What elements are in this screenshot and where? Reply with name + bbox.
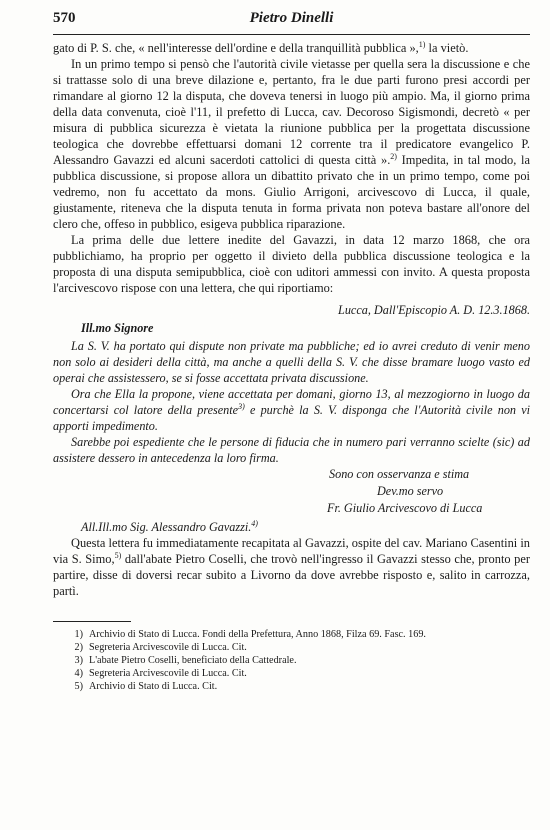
footnote-rule bbox=[53, 621, 131, 622]
footnote-ref-4: 4) bbox=[251, 518, 258, 528]
quoted-letter bbox=[53, 302, 530, 535]
letter-paragraph-2: Ora che Ella la propone, viene accettata per domani, giorno 13, al mezzogiorno in luogo da concertarsi col latore della presente$^{3)}$ e purchè la S. V. disponga che l'Autorità civile non vi apporti impedimento. bbox=[53, 387, 530, 433]
paragraph-3: La prima delle due lettere inedite del Gavazzi, in data 12 marzo 1868, che ora pubblichiamo, ha proprio per oggetto il divieto della pubblica discussione teologica e la proposta di una disputa semipubblica, cioè con uditori ammessi con invito. A questa proposta l'arcivescovo rispose con una lettera, che qui riportiamo: bbox=[53, 233, 530, 295]
header-rule bbox=[53, 34, 530, 35]
footnote-ref-3: 3) bbox=[238, 401, 245, 411]
footnote: 4) Segreteria Arcivescovile di Lucca. Cit. bbox=[74, 668, 247, 679]
letter-addressee: All.Ill.mo Sig. Alessandro Gavazzi.$^{4)}$ bbox=[81, 518, 258, 534]
book-page bbox=[53, 0, 530, 693]
letter-paragraph-3: Sarebbe poi espediente che le persone di fiducia che in numero pari verranno scielte (sic) ad assistere dessero in antecedenza la loro firma. bbox=[53, 435, 530, 465]
footnotes bbox=[53, 628, 530, 693]
letter-dateline: Lucca, Dall'Episcopio A. D. 12.3.1868. bbox=[338, 303, 530, 317]
closing-line-2: Dev.mo servo bbox=[377, 484, 444, 498]
page-header bbox=[53, 0, 530, 40]
footnote: 2) Segreteria Arcivescovile di Lucca. Cit. bbox=[74, 642, 247, 653]
letter-salutation: Ill.mo Signore bbox=[81, 321, 154, 335]
paragraph-2: In un primo tempo si pensò che l'autorità civile vietasse per quella sera la discussione e che si trattasse solo di una breve dilazione e, pertanto, fra le due parti furono presi accordi per rimandare al giorno 12 la disputa, che doveva tenersi in luogo più ampio. Ma, il giorno prima della data convenuta, cioè l'11, il prefetto di Lucca, cav. Decoroso Sigismondi, decretò « per misura di pubblica sicurezza è vietata la riunione pubblica per la progettata discussione teologica che dovrebbe effettuarsi domani 12 corrente tra il predicatore evangelico P. Alessandro Gavazzi ed alcuni sacerdoti cattolici di questa città ».$^{2)}$ Impedita, in tal modo, la pubblica discussione, si propose allora un dibattito privato che in un primo tempo, come poi vedremo, non fu accettato da mons. Giulio Arrigoni, arcivescovo di Lucca, il quale, giustamente, riteneva che la disputa tenuta in forma privata non poteva bastare all'onore del clero che, offeso in pubblico, esigeva pubblica riparazione. bbox=[53, 57, 530, 231]
closing-line-1: Sono con osservanza e stima bbox=[329, 467, 470, 481]
letter-paragraph-1: La S. V. ha portato qui dispute non private ma pubbliche; ed io avrei creduto di venir meno non solo ai desideri della città, ma anche a quelli della S. V. che disse bramare luogo vasto ed operai che assistessero, se si fosse accettata privata discussione. bbox=[53, 339, 530, 385]
letter-closing bbox=[329, 466, 530, 517]
main-text bbox=[53, 40, 530, 599]
footnote-ref-1: 1) bbox=[418, 39, 426, 49]
paragraph-1: gato di P. S. che, « nell'interesse dell'ordine e della tranquillità pubblica »,$^{1)}$ la vietò. bbox=[53, 39, 469, 55]
footnote-ref-2: 2) bbox=[390, 151, 397, 161]
footnote: 3) L'abate Pietro Coselli, beneficiato della Cattedrale. bbox=[74, 655, 297, 666]
running-head: Pietro Dinelli bbox=[249, 10, 334, 26]
footnote: 1) Archivio di Stato di Lucca. Fondi della Prefettura, Anno 1868, Filza 69. Fasc. 169. bbox=[74, 629, 426, 640]
footnote: 5) Archivio di Stato di Lucca. Cit. bbox=[74, 681, 218, 692]
footnote-ref-5: 5) bbox=[114, 550, 122, 560]
page-number: 570 bbox=[53, 10, 76, 26]
closing-signature: Fr. Giulio Arcivescovo di Lucca bbox=[327, 501, 483, 515]
paragraph-4: Questa lettera fu immediatamente recapitata al Gavazzi, ospite del cav. Mariano Casentini in via S. Simo,$^{5)}$ dall'abate Pietro Coselli, che trovò nell'ingresso il Gavazzi stesso che, pronto per partire, disse di doversi recar subito a Livorno da dove avrebbe risposto e, salito in carrozza, partì. bbox=[53, 536, 530, 598]
